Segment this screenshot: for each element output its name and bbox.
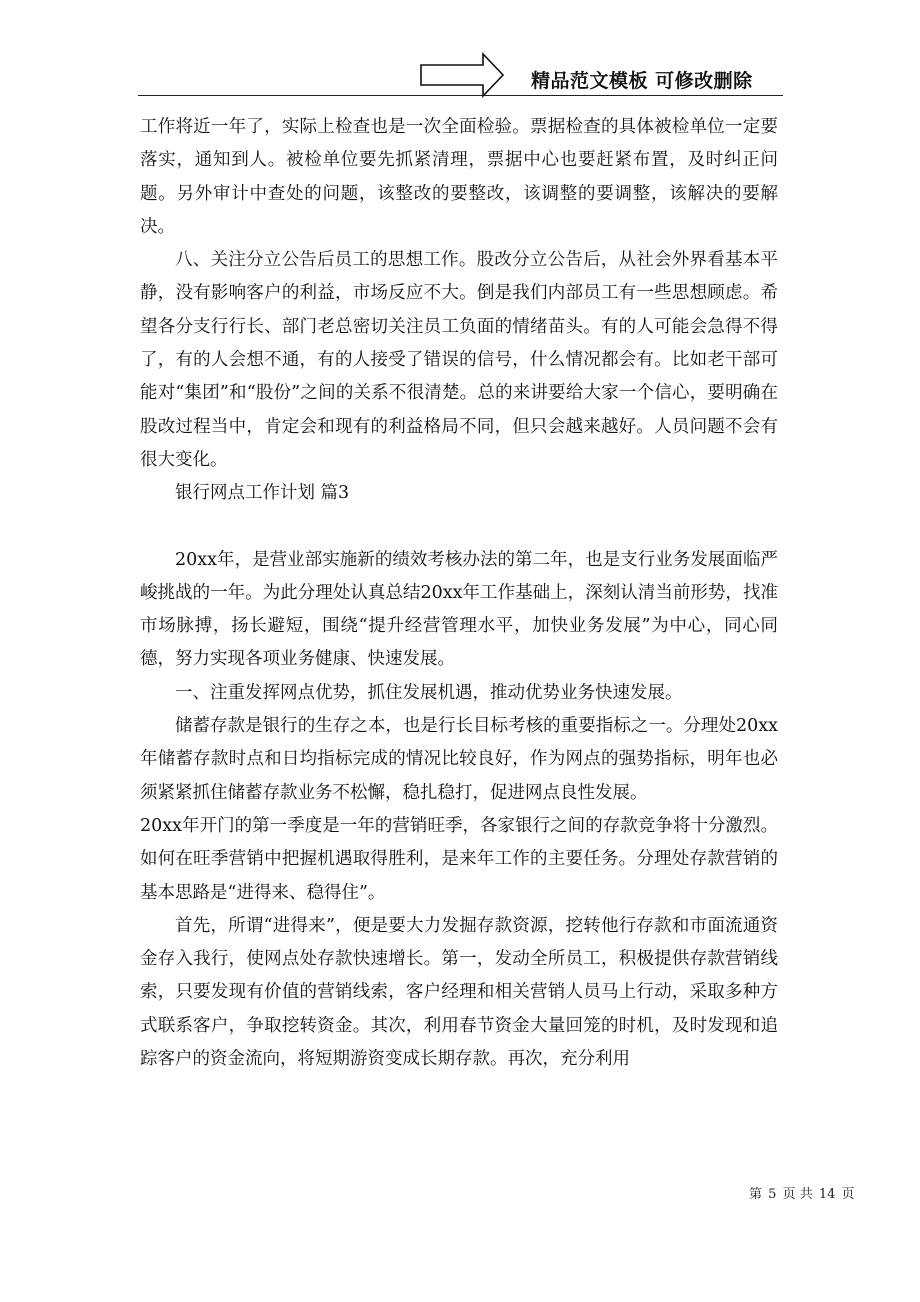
paragraph-point-one: 一、注重发挥网点优势，抓住发展机遇，推动优势业务快速发展。 xyxy=(175,682,683,703)
paragraph-savings: 储蓄存款是银行的生存之本，也是行长目标考核的重要指标之一。分理处20xx年储蓄存款时点和日均指标完成的情况比较良好，作为网点的强势指标，明年也必须紧紧抓住储蓄存款业务不松懈，稳扎稳打，促进网点良性发展。 xyxy=(140,716,778,803)
footer-total-pages: 14 xyxy=(818,1187,836,1202)
paragraph-section-eight: 八、关注分立公告后员工的思想工作。股改分立公告后，从社会外界看基本平静，没有影响客户的利益，市场反应不大。倒是我们内部员工有一些思想顾虑。希望各分支行行长、部门老总密切关注员工负面的情绪苗头。有的人可能会急得不得了，有的人会想不通，有的人接受了错误的信号，什么情况都会有。比如老干部可能对“集团”和“股份”之间的关系不很清楚。总的来讲要给大家一个信心，要明确在股改过程当中，肯定会和现有的利益格局不同，但只会越来越好。人员问题不会有很大变化。 xyxy=(140,250,778,470)
paragraph-first-quarter: 20xx年开门的第一季度是一年的营销旺季，各家银行之间的存款竞争将十分激烈。如何在旺季营销中把握机遇取得胜利，是来年工作的主要任务。分理处存款营销的基本思路是“进得来、稳得住”。 xyxy=(140,815,778,903)
arrow-right-outline-icon xyxy=(419,52,505,98)
blank-line xyxy=(140,511,778,544)
section-heading: 银行网点工作计划 篇3 xyxy=(175,483,350,504)
header-title: 精品范文模板 可修改删除 xyxy=(531,70,753,92)
paragraph-continued: 工作将近一年了，实际上检查也是一次全面检验。票据检查的具体被检单位一定要落实，通知到人。被检单位要先抓紧清理，票据中心也要赶紧布置，及时纠正问题。另外审计中查处的问题，该整改的要整改，该调整的要调整，该解决的要解决。 xyxy=(140,117,778,237)
footer-page-number: 5 xyxy=(768,1187,777,1202)
page-header xyxy=(0,0,920,100)
header-divider xyxy=(138,95,783,96)
paragraph-first-step: 首先，所谓“进得来”，便是要大力发掘存款资源，挖转他行存款和市面流通资金存入我行，使网点处存款快速增长。第一，发动全所员工，积极提供存款营销线索，只要发现有价值的营销线索，客户经理和相关营销人员马上行动，采取多种方式联系客户，争取挖转资金。其次，利用春节资金大量回笼的时机，及时发现和追踪客户的资金流向，将短期游资变成长期存款。再次，充分利用 xyxy=(140,915,778,1070)
paragraph-intro: 20xx年，是营业部实施新的绩效考核办法的第二年，也是支行业务发展面临严峻挑战的一年。为此分理处认真总结20xx年工作基础上，深刻认清当前形势，找准市场脉搏，扬长避短，围绕“提升经营管理水平，加快业务发展”为中心，同心同德，努力实现各项业务健康、快速发展。 xyxy=(140,549,778,670)
footer-suffix: 页 xyxy=(841,1187,855,1202)
footer-middle: 页 共 xyxy=(782,1187,813,1202)
footer-prefix: 第 xyxy=(749,1187,763,1202)
document-body xyxy=(140,111,778,1076)
page-footer xyxy=(748,1183,856,1202)
